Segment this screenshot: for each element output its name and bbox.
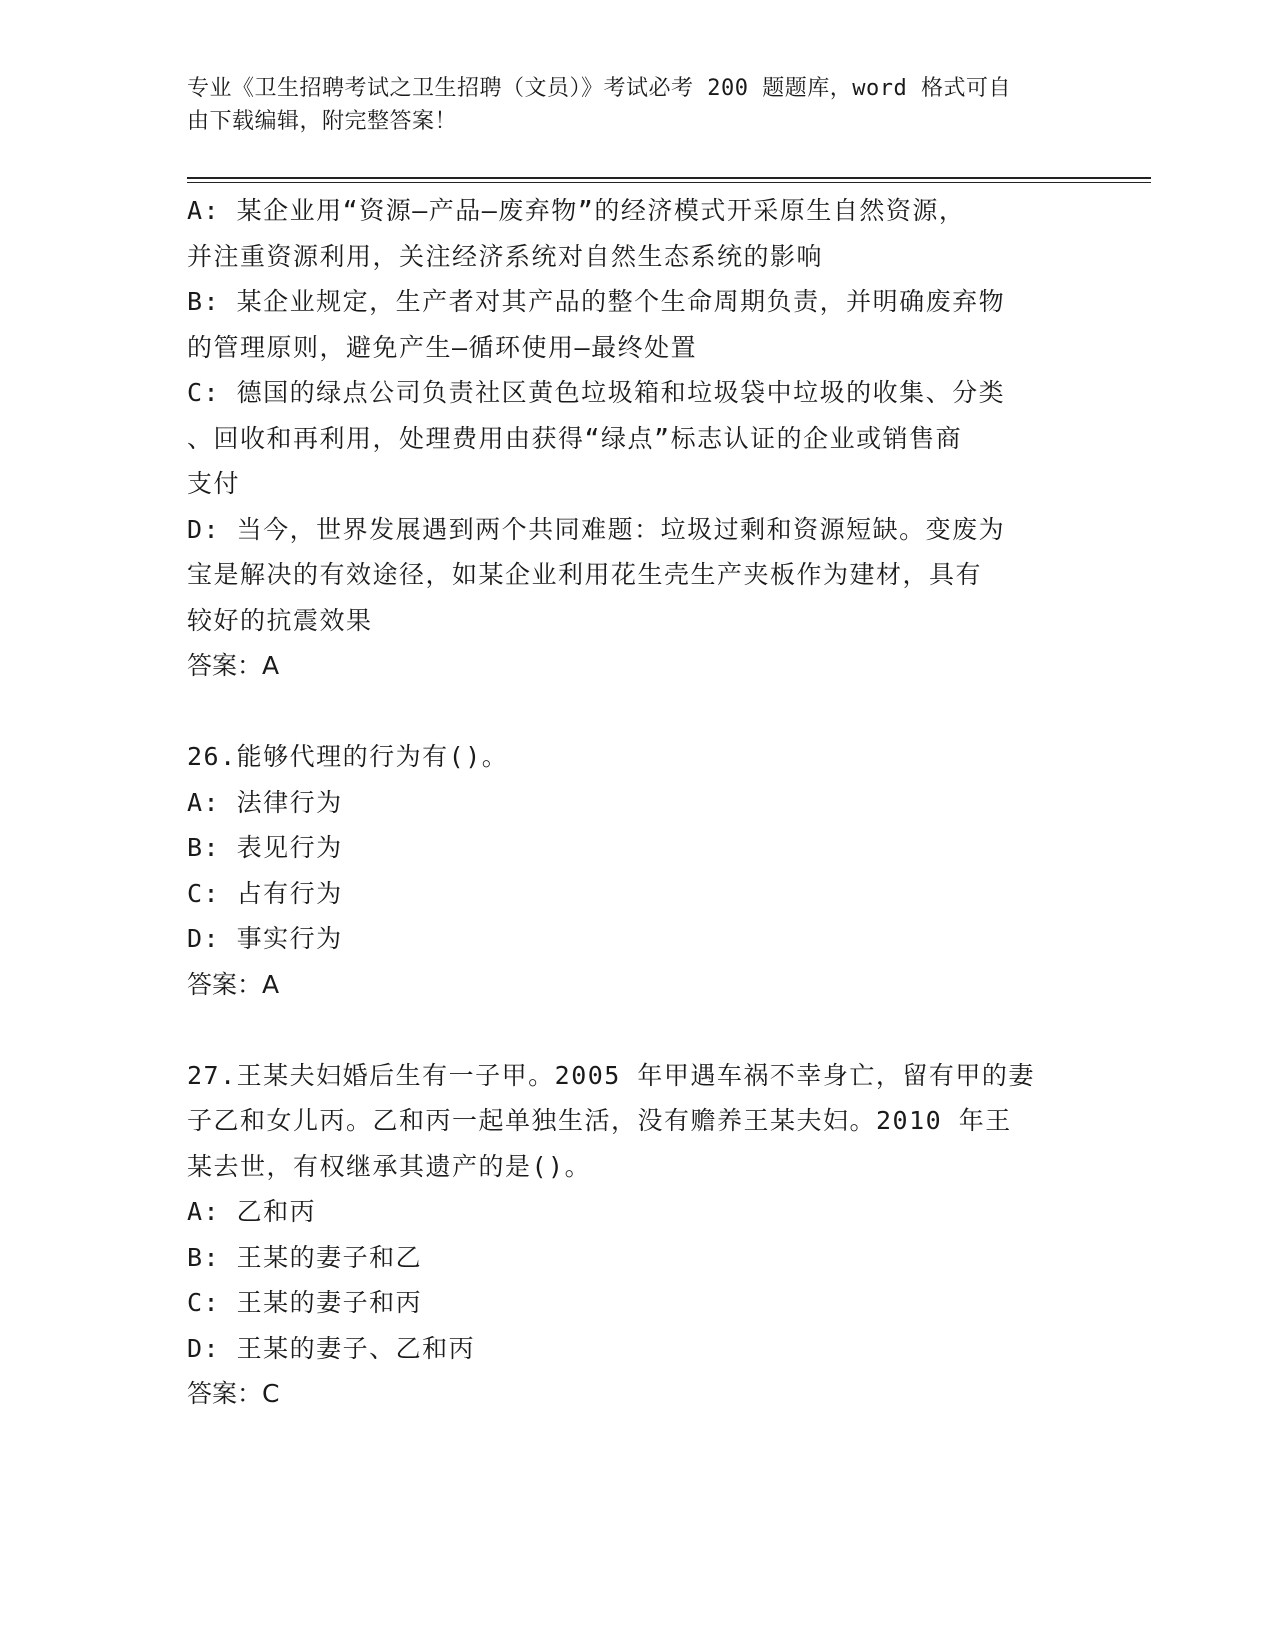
q27-option-b: B: 王某的妻子和乙 xyxy=(187,1242,423,1272)
q27-stem-line-2: 子乙和女儿丙。乙和丙一起单独生活，没有赡养王某夫妇。2010 年王 xyxy=(187,1106,1012,1135)
q27-option-d: D: 王某的妻子、乙和丙 xyxy=(187,1333,476,1363)
header-divider-thick xyxy=(187,177,1151,179)
q25-option-d-line-3: 较好的抗震效果 xyxy=(187,605,373,635)
q26-answer: 答案：A xyxy=(187,969,280,999)
question-27-block xyxy=(187,1053,1077,1417)
q26-stem: 26.能够代理的行为有()。 xyxy=(187,742,509,771)
q26-option-c: C: 占有行为 xyxy=(187,878,343,908)
q25-option-c-line-1: C: 德国的绿点公司负责社区黄色垃圾箱和垃圾袋中垃圾的收集、分类 xyxy=(187,378,1006,407)
q26-option-b: B: 表见行为 xyxy=(187,833,343,862)
q25-option-d-line-2: 宝是解决的有效途径，如某企业利用花生壳生产夹板作为建材，具有 xyxy=(187,560,983,589)
spacer xyxy=(187,689,1077,735)
q25-answer: 答案：A xyxy=(187,651,280,680)
document-header xyxy=(187,72,1067,138)
question-26-block xyxy=(187,734,1077,1007)
spacer xyxy=(187,1007,1077,1053)
q27-stem-line-3: 某去世，有权继承其遗产的是()。 xyxy=(187,1151,592,1181)
q25-option-a-line-1: A: 某企业用“资源—产品—废弃物”的经济模式开采原生自然资源， xyxy=(187,196,966,225)
question-content xyxy=(187,188,1077,1417)
q27-stem-line-1: 27.王某夫妇婚后生有一子甲。2005 年甲遇车祸不幸身亡，留有甲的妻 xyxy=(187,1060,1035,1090)
q27-option-a: A: 乙和丙 xyxy=(187,1197,317,1226)
question-25-block xyxy=(187,188,1077,689)
header-line-1: 专业《卫生招聘考试之卫生招聘（文员）》考试必考 200 题题库，word 格式可自 xyxy=(187,76,1011,101)
q26-option-a: A: 法律行为 xyxy=(187,787,343,817)
header-line-2: 由下载编辑，附完整答案！ xyxy=(187,109,458,134)
header-divider-thin xyxy=(187,182,1151,183)
q25-option-a-line-2: 并注重资源利用，关注经济系统对自然生态系统的影响 xyxy=(187,241,824,271)
q27-option-c: C: 王某的妻子和丙 xyxy=(187,1288,423,1317)
q25-option-d-line-1: D: 当今，世界发展遇到两个共同难题：垃圾过剩和资源短缺。变废为 xyxy=(187,514,1006,544)
q25-option-c-line-2: 、回收和再利用，处理费用由获得“绿点”标志认证的企业或销售商 xyxy=(187,423,963,453)
q25-option-c-line-3: 支付 xyxy=(187,469,241,498)
q26-option-d: D: 事实行为 xyxy=(187,924,343,953)
q25-option-b-line-1: B: 某企业规定，生产者对其产品的整个生命周期负责，并明确废弃物 xyxy=(187,287,1006,316)
q25-option-b-line-2: 的管理原则，避免产生—循环使用—最终处置 xyxy=(187,332,698,362)
q27-answer: 答案：C xyxy=(187,1379,280,1408)
